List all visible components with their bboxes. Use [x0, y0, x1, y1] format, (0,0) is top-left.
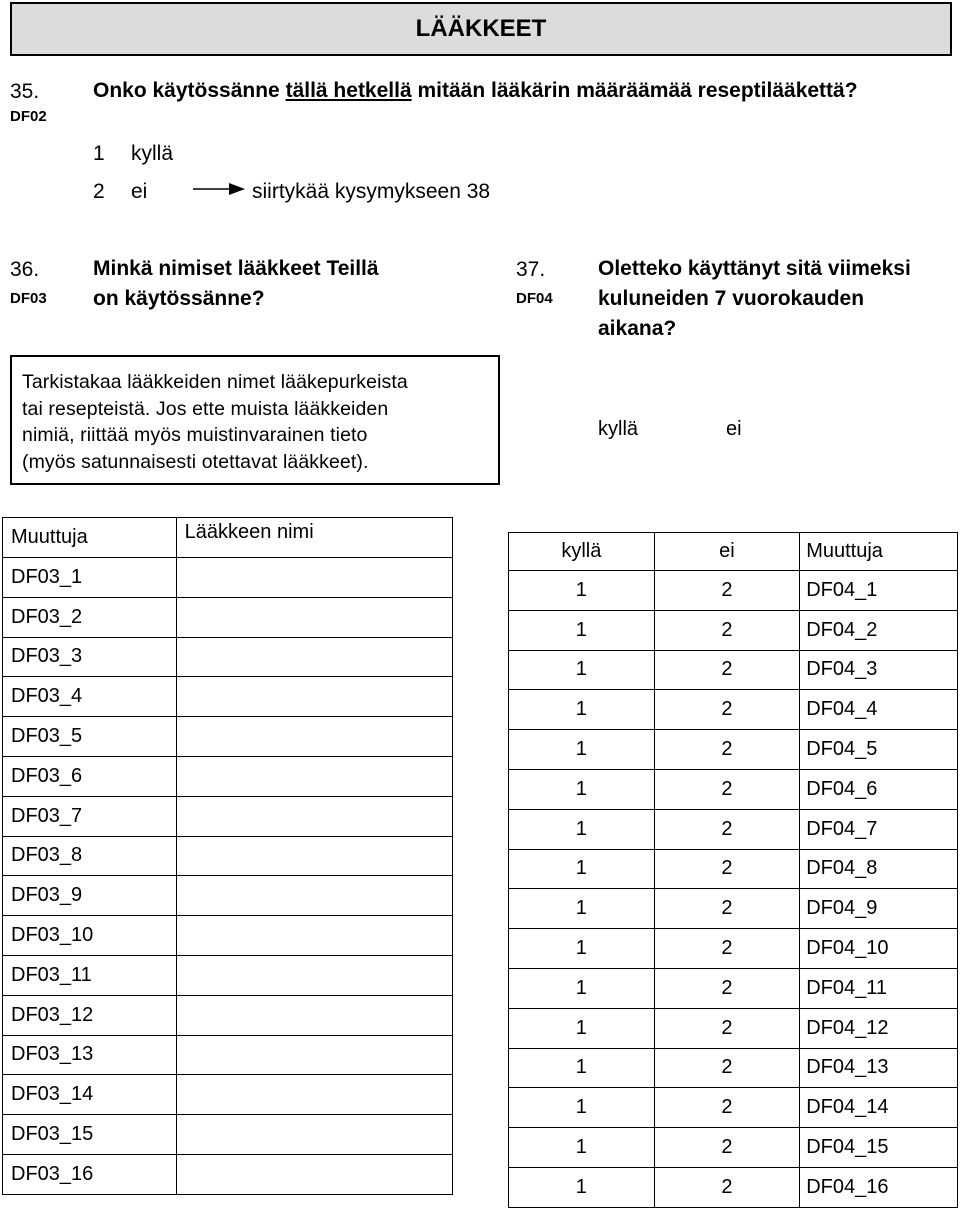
table-header-row [3, 518, 453, 558]
table-row [3, 1075, 453, 1115]
answer-yes-option[interactable]: 1 [509, 889, 655, 929]
variable-cell: DF03_3 [3, 637, 177, 677]
variable-cell: DF04_8 [800, 849, 958, 889]
table-row [509, 650, 958, 690]
variable-cell: DF03_2 [3, 597, 177, 637]
table-row [509, 769, 958, 809]
answer-yes-option[interactable]: 1 [509, 809, 655, 849]
variable-cell: DF04_13 [800, 1048, 958, 1088]
table-row [3, 637, 453, 677]
variable-cell: DF04_12 [800, 1008, 958, 1048]
answer-no-option[interactable]: 2 [654, 1008, 800, 1048]
answer-yes-option[interactable]: 1 [509, 1008, 655, 1048]
variable-cell: DF03_13 [3, 1035, 177, 1075]
note-line: (myös satunnaisesti otettavat lääkkeet). [22, 450, 369, 473]
variable-cell: DF03_6 [3, 756, 177, 796]
q37-number: 37. [516, 258, 546, 281]
answer-yes-option[interactable]: 1 [509, 929, 655, 969]
note-line: Tarkistakaa lääkkeiden nimet lääkepurkeista [22, 371, 408, 393]
q35-skip-instruction: siirtykää kysymykseen 38 [252, 180, 491, 203]
column-header-variable: Muuttuja [3, 518, 177, 558]
variable-cell: DF03_8 [3, 836, 177, 876]
variable-cell: DF03_4 [3, 677, 177, 717]
table-row [3, 1035, 453, 1075]
answer-yes-option[interactable]: 1 [509, 1048, 655, 1088]
q35-option-1-value[interactable]: 1 [93, 142, 105, 165]
table-row [3, 796, 453, 836]
medication-name-field[interactable] [176, 995, 452, 1035]
medication-name-field[interactable] [176, 717, 452, 757]
q35-text-underlined: tällä hetkellä [285, 79, 412, 102]
q35-text-post: mitään lääkärin määräämää reseptilääkettä? [411, 79, 858, 102]
medication-name-field[interactable] [176, 677, 452, 717]
answer-no-option[interactable]: 2 [654, 690, 800, 730]
variable-cell: DF03_5 [3, 717, 177, 757]
table-row [509, 1008, 958, 1048]
variable-cell: DF04_5 [800, 730, 958, 770]
variable-cell: DF04_1 [800, 571, 958, 611]
table-row [3, 756, 453, 796]
variable-cell: DF04_7 [800, 809, 958, 849]
q35-number: 35. [10, 80, 40, 103]
variable-cell: DF03_12 [3, 995, 177, 1035]
table-row [509, 1088, 958, 1128]
answer-no-option[interactable]: 2 [654, 849, 800, 889]
medication-name-field[interactable] [176, 796, 452, 836]
section-header [10, 2, 952, 56]
variable-cell: DF04_4 [800, 690, 958, 730]
answer-yes-option[interactable]: 1 [509, 571, 655, 611]
q35-code: DF02 [10, 108, 47, 125]
table-row [3, 955, 453, 995]
table-row [509, 1128, 958, 1168]
q35-text-pre: Onko käytössänne [93, 79, 286, 102]
table-row [3, 836, 453, 876]
variable-cell: DF04_9 [800, 889, 958, 929]
variable-cell: DF03_15 [3, 1115, 177, 1155]
table-row [509, 610, 958, 650]
answer-yes-option[interactable]: 1 [509, 650, 655, 690]
column-header-yes: kyllä [509, 533, 655, 571]
answer-no-option[interactable]: 2 [654, 968, 800, 1008]
medication-name-field[interactable] [176, 876, 452, 916]
table-row [509, 1048, 958, 1088]
q37-line-3: aikana? [598, 317, 677, 340]
medication-name-field[interactable] [176, 558, 452, 598]
table-row [3, 876, 453, 916]
answer-yes-option[interactable]: 1 [509, 690, 655, 730]
answer-no-option[interactable]: 2 [654, 730, 800, 770]
q37-code: DF04 [516, 290, 553, 307]
note-line: tai resepteistä. Jos ette muista lääkkeiden [22, 397, 389, 420]
medication-name-field[interactable] [176, 1075, 452, 1115]
variable-cell: DF03_11 [3, 955, 177, 995]
recent-use-table [508, 532, 958, 1208]
table-row [3, 1115, 453, 1155]
answer-no-option[interactable]: 2 [654, 1048, 800, 1088]
medication-name-field[interactable] [176, 916, 452, 956]
variable-cell: DF04_2 [800, 610, 958, 650]
q36-number: 36. [10, 258, 40, 281]
answer-no-option[interactable]: 2 [654, 571, 800, 611]
answer-yes-option[interactable]: 1 [509, 849, 655, 889]
answer-no-option[interactable]: 2 [654, 889, 800, 929]
arrow-right-icon [193, 181, 245, 197]
answer-no-option[interactable]: 2 [654, 1088, 800, 1128]
answer-yes-option[interactable]: 1 [509, 1088, 655, 1128]
table-row [3, 558, 453, 598]
table-row [509, 889, 958, 929]
answer-no-option[interactable]: 2 [654, 610, 800, 650]
variable-cell: DF04_15 [800, 1128, 958, 1168]
q35-question [93, 76, 858, 106]
table-row [3, 677, 453, 717]
answer-yes-option[interactable]: 1 [509, 1128, 655, 1168]
variable-cell: DF04_11 [800, 968, 958, 1008]
medication-name-field[interactable] [176, 1035, 452, 1075]
table-row [509, 730, 958, 770]
table-row [509, 809, 958, 849]
table-row [509, 690, 958, 730]
note-line: nimiä, riittää myös muistinvarainen tieto [22, 424, 368, 446]
medication-name-field[interactable] [176, 1115, 452, 1155]
medication-name-field[interactable] [176, 955, 452, 995]
q36-line-2: on käytössänne? [93, 287, 265, 310]
medication-name-field[interactable] [176, 836, 452, 876]
answer-yes-option[interactable]: 1 [509, 610, 655, 650]
variable-cell: DF03_9 [3, 876, 177, 916]
table-row [509, 1167, 958, 1207]
medication-name-field[interactable] [176, 1154, 452, 1194]
column-header-medication-name: Lääkkeen nimi [176, 518, 452, 558]
q37-question [598, 254, 911, 344]
variable-cell: DF04_14 [800, 1088, 958, 1128]
answer-no-option[interactable]: 2 [654, 1128, 800, 1168]
answer-no-option[interactable]: 2 [654, 929, 800, 969]
q35-option-1-label: kyllä [131, 142, 174, 165]
table-row [509, 571, 958, 611]
medication-name-field[interactable] [176, 637, 452, 677]
variable-cell: DF04_16 [800, 1167, 958, 1207]
variable-cell: DF03_10 [3, 916, 177, 956]
answer-yes-option[interactable]: 1 [509, 1167, 655, 1207]
q36-line-1: Minkä nimiset lääkkeet Teillä [93, 257, 379, 280]
column-header-no: ei [654, 533, 800, 571]
column-header-variable: Muuttuja [800, 533, 958, 571]
q37-col-no: ei [726, 418, 742, 440]
table-row [509, 849, 958, 889]
answer-yes-option[interactable]: 1 [509, 968, 655, 1008]
answer-no-option[interactable]: 2 [654, 650, 800, 690]
table-row [509, 929, 958, 969]
table-row [3, 916, 453, 956]
q36-code: DF03 [10, 290, 47, 307]
medication-names-table [2, 517, 453, 1195]
answer-no-option[interactable]: 2 [654, 809, 800, 849]
table-row [3, 597, 453, 637]
q37-line-1: Oletteko käyttänyt sitä viimeksi [598, 257, 911, 280]
medication-name-field[interactable] [176, 597, 452, 637]
variable-cell: DF03_1 [3, 558, 177, 598]
variable-cell: DF04_6 [800, 769, 958, 809]
table-row [3, 717, 453, 757]
table-row [3, 1154, 453, 1194]
table-row [509, 968, 958, 1008]
table-header-row [509, 533, 958, 571]
table-row [3, 995, 453, 1035]
q37-line-2: kuluneiden 7 vuorokauden [598, 287, 865, 310]
medication-name-field[interactable] [176, 756, 452, 796]
variable-cell: DF04_3 [800, 650, 958, 690]
section-title: LÄÄKKEET [415, 15, 547, 42]
variable-cell: DF03_7 [3, 796, 177, 836]
q36-question [93, 254, 379, 314]
variable-cell: DF04_10 [800, 929, 958, 969]
answer-yes-option[interactable]: 1 [509, 730, 655, 770]
q35-option-2-value[interactable]: 2 [93, 180, 105, 203]
answer-no-option[interactable]: 2 [654, 1167, 800, 1207]
answer-no-option[interactable]: 2 [654, 769, 800, 809]
q37-col-yes: kyllä [598, 418, 639, 440]
variable-cell: DF03_16 [3, 1154, 177, 1194]
answer-yes-option[interactable]: 1 [509, 769, 655, 809]
variable-cell: DF03_14 [3, 1075, 177, 1115]
q35-option-2-label: ei [131, 180, 148, 203]
instruction-note [10, 355, 500, 485]
